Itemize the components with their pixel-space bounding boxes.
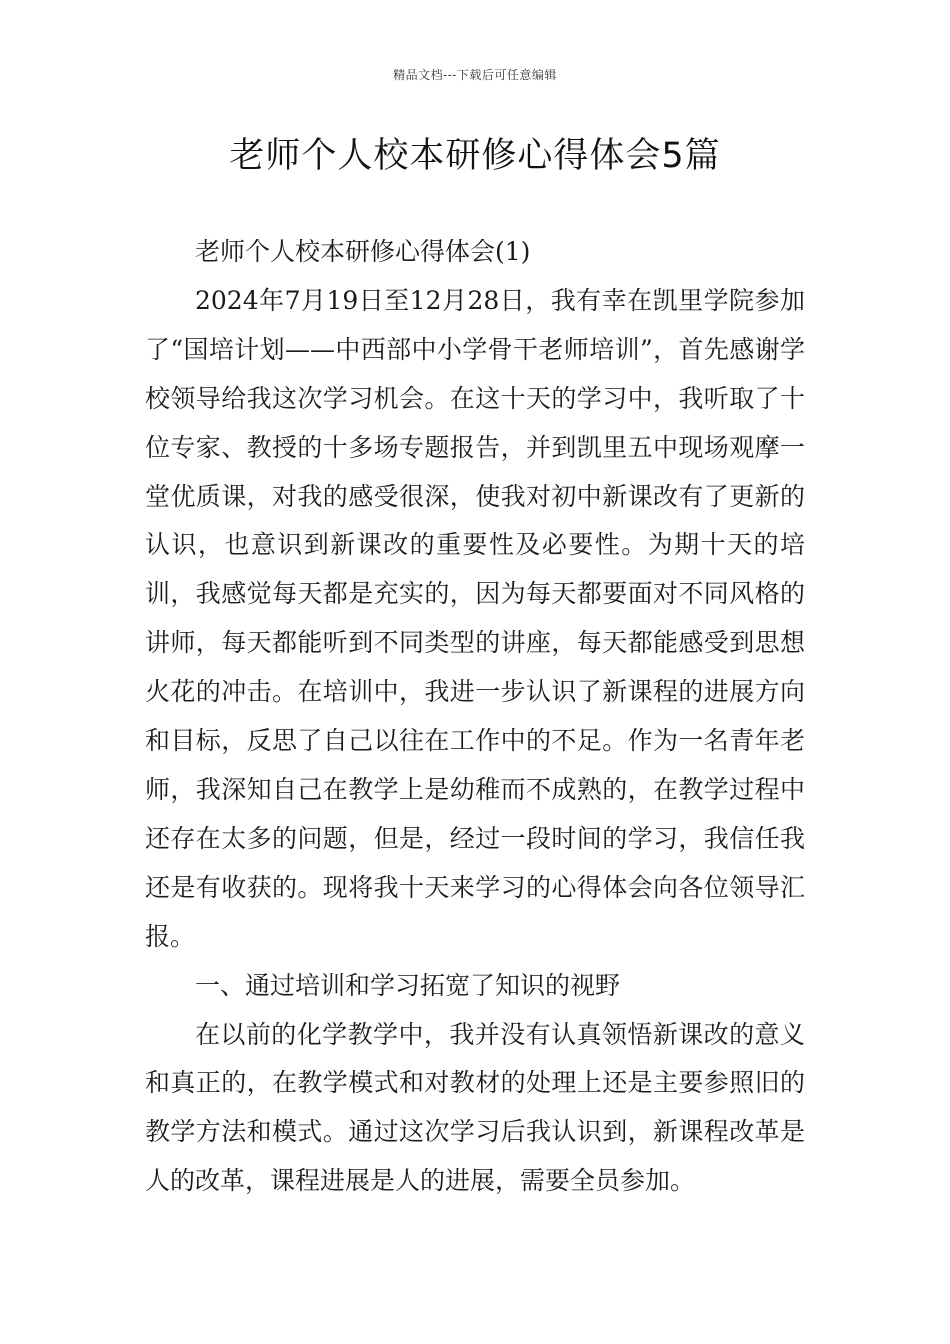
page-title: 老师个人校本研修心得体会5篇 <box>229 136 721 176</box>
section-heading: 一、通过培训和学习拓宽了知识的视野 <box>195 970 621 1000</box>
paragraph: 2024年7月19日至12月28日，我有幸在凯里学院参加了“国培计划——中西部中小学骨干老师培训”，首先感谢学校领导给我这次学习机会。在这十天的学习中，我听取了十位专家、教授的十多场专题报告，并到凯里五中现场观摩一堂优质课，对我的感受很深，使我对初中新课改有了更新的认识，也意识到新课改的重要性及必要性。为期十天的培训，我感觉每天都是充实的，因为每天都要面对不同风格的讲师，每天都能听到不同类型的讲座，每天都能感受到思想火花的冲击。在培训中，我进一步认识了新课程的进展方向和目标，反思了自己以往在工作中的不足。作为一名青年老师，我深知自己在教学上是幼稚而不成熟的，在教学过程中还存在太多的问题，但是，经过一段时间的学习，我信任我还是有收获的。现将我十天来学习的心得体会向各位领导汇报。 <box>145 285 805 951</box>
document-body <box>145 228 805 1206</box>
header-note: 精品文档---下载后可任意编辑 <box>393 68 557 82</box>
paragraph: 在以前的化学教学中，我并没有认真领悟新课改的意义和真正的，在教学模式和对教材的处理上还是主要参照旧的教学方法和模式。通过这次学习后我认识到，新课程改革是人的改革，课程进展是人的进展，需要全员参加。 <box>145 1019 805 1196</box>
section-heading: 老师个人校本研修心得体会(1) <box>195 237 531 266</box>
